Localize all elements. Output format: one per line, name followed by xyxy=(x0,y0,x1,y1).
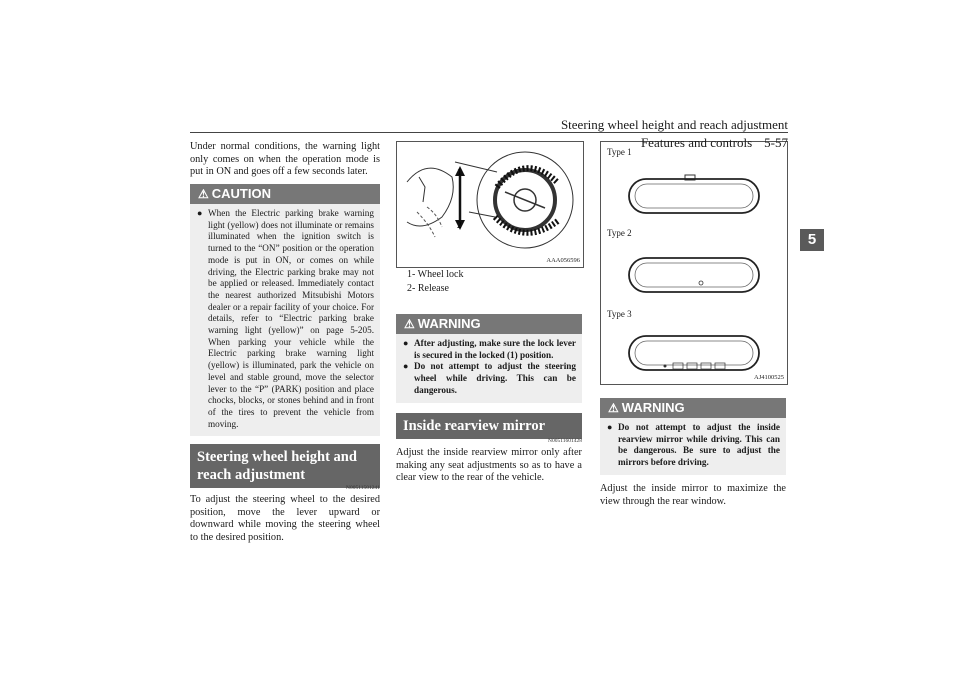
warning-title: ⚠ WARNING xyxy=(600,398,786,418)
mirror-body: Adjust the inside rearview mirror only after making any seat adjustments so as to have a clear view to the rear of the vehicle. xyxy=(396,447,582,484)
chapter-tab: 5 xyxy=(800,229,824,251)
steering-body: To adjust the steering wheel to the desired position, move the lever upward or downward while moving the steering wheel to the desired position. xyxy=(190,494,380,543)
bullet-icon: ● xyxy=(403,338,409,348)
section-code-mirror: N00511601428 xyxy=(547,438,582,444)
intro-paragraph: Under normal conditions, the warning light only comes on when the operation mode is put in ON and goes off a few seconds later. xyxy=(190,141,380,178)
bullet-icon: ● xyxy=(197,208,203,218)
mirror-figure xyxy=(600,141,788,385)
section-code-steering: N00511501241 xyxy=(345,485,380,491)
steering-figure-code: AAA056596 xyxy=(546,257,580,264)
mirror-figure-code: AJ4100525 xyxy=(754,374,784,381)
type-3-label: Type 3 xyxy=(607,309,632,319)
warning-mirror-text: Do not attempt to adjust the inside rearview mirror while driving. This can be dangerous. Be sure to adjust the mirrors before driving. xyxy=(618,422,780,468)
warning-title: ⚠ WARNING xyxy=(396,314,582,334)
warning-item-lock: After adjusting, make sure the lock lever is secured in the locked (1) position. xyxy=(414,338,576,360)
legend-release: 2- Release xyxy=(407,283,449,294)
bullet-icon: ● xyxy=(607,422,613,432)
warning-box-mirror xyxy=(600,398,786,475)
footer-section-label: Features and controls xyxy=(640,135,753,150)
caution-text: When the Electric parking brake warning light (yellow) does not illuminate or remains illuminated when the ignition switch is turned to the “ON” position or the operation mode is put in ON, or comes on while driving, the Electric parking brake may not be applied or released. Immediately contact the nearest authorized Mitsubishi Motors dealer or a repair facility of your choice. For details, refer to “Electric parking brake warning light (yellow)” on page 5-205. When parking your vehicle while the Electric parking brake warning light (yellow) is illuminated, park the vehicle on level and stable ground, move the selector lever to the “P” (PARK) position and place chocks, blocks, or stones behind and in front of the tires to prevent the vehicle from moving. xyxy=(208,208,374,429)
type-2-label: Type 2 xyxy=(607,228,632,238)
page-number: 5-57 xyxy=(764,135,788,150)
caution-box xyxy=(190,184,380,436)
steering-figure xyxy=(396,141,584,268)
header-title: Steering wheel height and reach adjustment xyxy=(560,117,788,132)
steering-wheel-illustration xyxy=(397,142,583,267)
section-heading-steering: Steering wheel height and reach adjustment xyxy=(190,444,380,488)
legend-wheel-lock: 1- Wheel lock xyxy=(407,269,464,280)
mirror-adjust-body: Adjust the inside mirror to maximize the view through the rear window. xyxy=(600,483,786,507)
footer xyxy=(616,135,788,151)
header-rule xyxy=(190,132,788,133)
callout-label-1: 1 xyxy=(457,167,462,177)
caution-title: ⚠ CAUTION xyxy=(190,184,380,204)
bullet-icon: ● xyxy=(403,361,409,372)
type-1-label: Type 1 xyxy=(607,147,632,157)
callout-label-2: 2 xyxy=(457,220,462,230)
warning-item-driving: Do not attempt to adjust the steering wheel while driving. This can be dangerous. xyxy=(414,361,576,395)
warning-triangle-icon: ⚠ xyxy=(404,317,415,331)
warning-triangle-icon: ⚠ xyxy=(198,187,209,201)
warning-triangle-icon: ⚠ xyxy=(608,401,619,415)
section-heading-mirror: Inside rearview mirror xyxy=(396,413,582,439)
rearview-mirror-illustrations xyxy=(601,142,787,384)
warning-box-steering xyxy=(396,314,582,403)
